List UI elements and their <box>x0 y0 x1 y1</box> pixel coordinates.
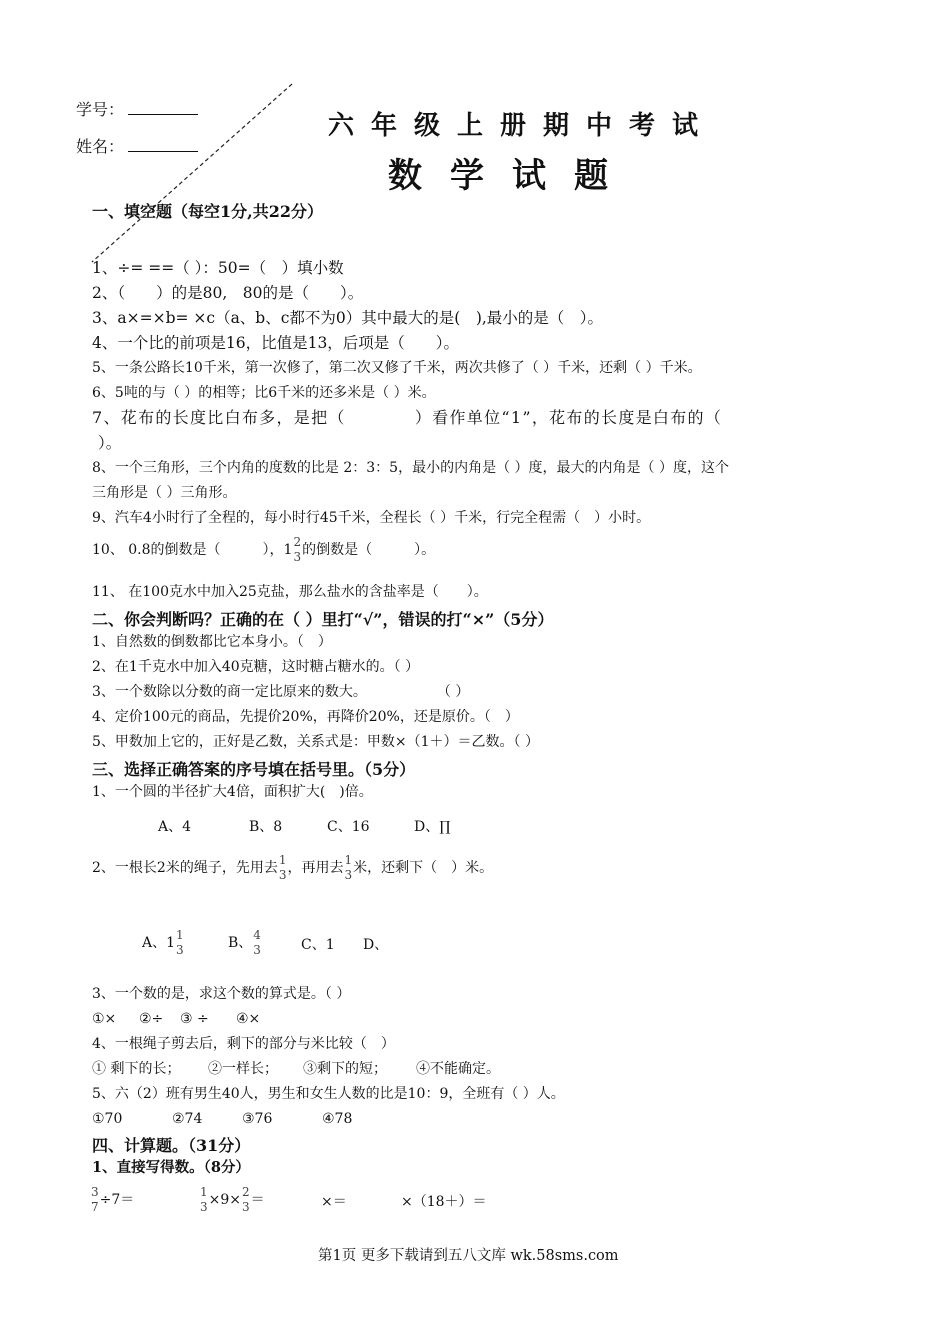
s1-q10 <box>92 535 435 565</box>
s3-q2 <box>92 853 493 883</box>
option-b-label: B、 <box>228 935 253 951</box>
s3-q2-option-d: D、 <box>363 937 389 953</box>
s3-q3-option-1: ①× <box>92 1011 117 1027</box>
s3-q5-option-2: ②74 <box>172 1111 203 1127</box>
s2-q5: 5、甲数加上它的，正好是乙数，关系式是：甲数×（1＋）＝乙数。（ ） <box>92 734 539 750</box>
s3-q5-option-4: ④78 <box>322 1111 353 1127</box>
option-a-label: A、1 <box>142 935 176 951</box>
fraction <box>253 928 261 958</box>
name-field[interactable] <box>76 137 198 156</box>
fraction-numerator: 1 <box>344 853 353 867</box>
s3-q3-option-4: ④× <box>236 1011 261 1027</box>
s3-q2-option-c: C、1 <box>301 937 335 953</box>
s3-q5-option-1: ①70 <box>92 1111 123 1127</box>
s1-q10-part2: 的倒数是（ ）。 <box>302 542 436 558</box>
s1-q11: 11、 在100克水中加入25克盐，那么盐水的含盐率是（ ）。 <box>92 584 488 600</box>
s2-q1: 1、自然数的倒数都比它本身小。（ ） <box>92 634 332 650</box>
s3-q2-part3: 米，还剩下（ ）米。 <box>353 860 494 876</box>
s3-q5-option-3: ③76 <box>242 1111 273 1127</box>
calc-2 <box>199 1185 265 1215</box>
fraction-numerator: 1 <box>176 928 184 942</box>
exam-title: 六年级上册期中考试 <box>328 111 716 141</box>
calc-2-end: ＝ <box>250 1192 265 1208</box>
fraction-numerator: 2 <box>242 1185 250 1199</box>
student-id-label: 学号： <box>76 100 125 119</box>
s1-q8-line2: 三角形是（ ）三角形。 <box>92 485 237 501</box>
s1-q3: 3、a×=×b= ×c（a、b、c都不为0）其中最大的是( ),最小的是（ ）。 <box>92 309 604 327</box>
fraction-denominator: 3 <box>293 550 302 564</box>
section4-heading: 四、计算题。（31分） <box>92 1136 251 1155</box>
s1-q7-line1: 7、花布的长度比白布多，是把（ ）看作单位“1”，花布的长度是白布的（ <box>92 408 723 427</box>
s3-q4-option-4: ④不能确定。 <box>416 1061 500 1077</box>
section2-heading: 二、你会判断吗？正确的在（ ）里打“√”，错误的打“×”（5分） <box>92 610 554 629</box>
s3-q1-option-a: A、4 <box>158 819 192 835</box>
s1-q9: 9、汽车4小时行了全程的，每小时行45千米，全程长（ ）千米，行完全程需（ ）小时。 <box>92 510 651 526</box>
student-id-blank[interactable] <box>128 100 198 115</box>
calc-2-mid: ×9× <box>208 1192 242 1208</box>
s1-q8-line1: 8、一个三角形，三个内角的度数的比是 2：3：5，最小的内角是（ ）度，最大的内角是（ ）度，这个 <box>92 460 729 476</box>
s3-q2-part1: 2、一根长2米的绳子，先用去 <box>92 860 278 876</box>
student-id-field[interactable] <box>76 100 198 119</box>
s3-q1: 1、一个圆的半径扩大4倍，面积扩大( )倍。 <box>92 784 373 800</box>
s3-q3-option-2: ②÷ <box>139 1011 164 1027</box>
s2-q4: 4、定价100元的商品，先提价20%，再降价20%，还是原价。（ ） <box>92 709 519 725</box>
s3-q2-option-a <box>142 928 185 958</box>
s3-q1-option-c: C、16 <box>327 819 370 835</box>
s3-q1-option-b: B、8 <box>249 819 283 835</box>
s3-q3: 3、一个数的是，求这个数的算式是。（ ） <box>92 986 351 1002</box>
fraction-denominator: 7 <box>91 1200 99 1214</box>
fraction <box>279 853 287 883</box>
s3-q4: 4、一根绳子剪去后，剩下的部分与米比较（ ） <box>92 1036 395 1052</box>
s3-q1-option-d: D、∏ <box>414 819 451 835</box>
s2-q2: 2、在1千克水中加入40克糖，这时糖占糖水的。（ ） <box>92 659 420 675</box>
fraction-denominator: 3 <box>253 943 261 957</box>
name-label: 姓名： <box>76 137 125 156</box>
s3-q3-option-3: ③ ÷ <box>180 1011 209 1027</box>
fraction-denominator: 3 <box>278 868 287 882</box>
s3-q4-option-3: ③剩下的短； <box>303 1061 387 1077</box>
fraction <box>242 1185 250 1215</box>
fraction <box>344 853 352 883</box>
calc-1 <box>90 1185 134 1215</box>
section1-heading: 一、填空题（每空1分,共22分） <box>92 202 323 221</box>
mixed-fraction <box>293 535 301 565</box>
fraction <box>176 928 184 958</box>
fraction-denominator: 3 <box>200 1200 208 1214</box>
s1-q1: 1、÷= ==（ ）：50=（ ）填小数 <box>92 259 344 277</box>
s4-sub1-heading: 1、直接写得数。（8分） <box>92 1159 250 1176</box>
s1-q7-line2: ）。 <box>98 434 122 452</box>
calc-4: ×（18＋）＝ <box>401 1194 487 1210</box>
s2-q3: 3、一个数除以分数的商一定比原来的数大。 （ ） <box>92 684 470 700</box>
page-footer: 第1页 更多下载请到五八文库 wk.58sms.com <box>318 1248 619 1264</box>
fraction <box>91 1185 99 1215</box>
s3-q4-option-2: ②一样长； <box>208 1061 278 1077</box>
fraction-numerator: 1 <box>200 1185 208 1199</box>
subject-title: 数学试题 <box>388 156 636 196</box>
s1-q5: 5、一条公路长10千米，第一次修了，第二次又修了千米，两次共修了（ ）千米，还剩（ ）千米。 <box>92 360 702 376</box>
s3-q4-option-1: ① 剩下的长； <box>92 1061 181 1077</box>
fraction <box>200 1185 208 1215</box>
fraction-numerator: 3 <box>91 1185 99 1199</box>
s1-q6: 6、5吨的与（ ）的相等；比6千米的还多米是（ ）米。 <box>92 385 436 401</box>
fraction-numerator: 2 <box>293 535 302 549</box>
calc-3: ×＝ <box>321 1194 347 1210</box>
s1-q4: 4、一个比的前项是16，比值是13，后项是（ ）。 <box>92 334 460 352</box>
s1-q10-part1: 10、 0.8的倒数是（ ），1 <box>92 542 293 558</box>
section3-heading: 三、选择正确答案的序号填在括号里。（5分） <box>92 760 416 779</box>
name-blank[interactable] <box>128 137 198 152</box>
s1-q2: 2、（ ）的是80, 80的是（ ）。 <box>92 284 364 302</box>
calc-1-expr: ÷7＝ <box>99 1192 135 1208</box>
s3-q2-part2: ，再用去 <box>287 860 344 876</box>
fraction-denominator: 3 <box>176 943 184 957</box>
fraction-denominator: 3 <box>242 1200 250 1214</box>
s3-q2-option-b <box>228 928 262 958</box>
fraction-numerator: 4 <box>253 928 261 942</box>
fraction-denominator: 3 <box>344 868 353 882</box>
s3-q5: 5、六（2）班有男生40人，男生和女生人数的比是10：9，全班有（ ）人。 <box>92 1086 565 1102</box>
fraction-numerator: 1 <box>278 853 287 867</box>
